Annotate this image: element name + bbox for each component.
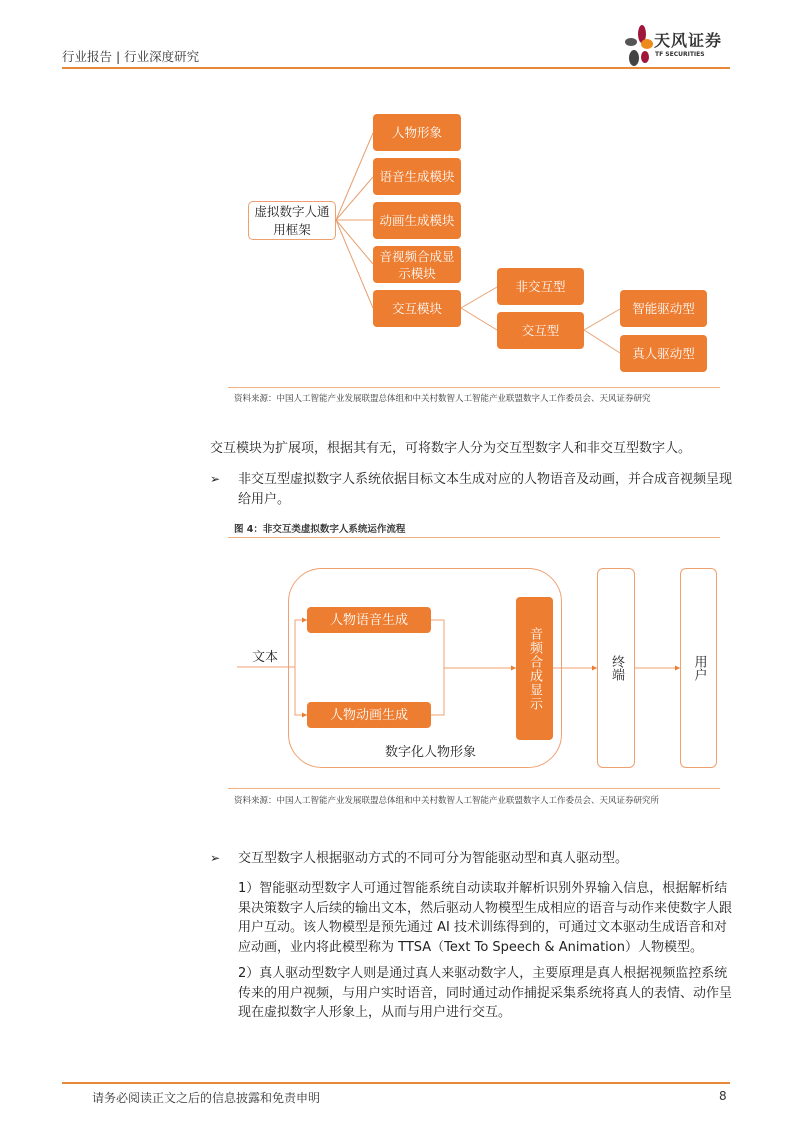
group-label: 数字化人物形象 [385, 745, 477, 760]
footer-disclaimer: 请务必阅读正文之后的信息披露和免责申明 [92, 1091, 321, 1105]
speech-generation-node: 人物语音生成 [307, 607, 431, 633]
intro-paragraph: 交互模块为扩展项，根据其有无，可将数字人分为交互型数字人和非交互型数字人。 [210, 441, 692, 456]
module-node: 人物形象 [373, 114, 461, 151]
module-node: 动画生成模块 [373, 202, 461, 239]
bullet-paragraph: 非交互型虚拟数字人系统依据目标文本生成对应的人物语音及动画，并合成音视频呈现给用户。 [238, 472, 733, 507]
footer-divider [62, 1082, 730, 1084]
module-node: 交互模块 [373, 290, 461, 327]
bullet-paragraph: 交互型数字人根据驱动方式的不同可分为智能驱动型和真人驱动型。 [238, 851, 629, 866]
page-number: 8 [719, 1089, 727, 1103]
interaction-type-node: 非交互型 [497, 268, 584, 305]
logo-subtext: TF SECURITIES [655, 51, 705, 58]
figure-caption: 图 4：非交互类虚拟数字人系统运作流程 [234, 524, 406, 535]
animation-generation-node: 人物动画生成 [307, 702, 431, 728]
module-node: 音视频合成显示模块 [373, 246, 461, 283]
drive-type-node: 智能驱动型 [620, 290, 707, 327]
diagram1-source: 资料来源：中国人工智能产业发展联盟总体组和中关村数智人工智能产业联盟数字人工作委员会、天风证券研究 [234, 394, 651, 404]
intelligent-drive-paragraph: 1）智能驱动型数字人可通过智能系统自动读取并解析识别外界输入信息，根据解析结果决策数字人后续的输出文本，然后驱动人物模型生成相应的语音与动作来使数字人跟用户互动。该人物模型是预先通过 AI 技术训练得到的，可通过文本驱动生成语音和对应动画，业内将此模型称为 TTSA（Text To Speech & Animation）人物模型。 [238, 881, 733, 955]
interaction-type-node: 交互型 [497, 312, 584, 349]
compose-display-node: 音频合成显示 [516, 597, 553, 740]
figure4-source: 资料来源：中国人工智能产业发展联盟总体组和中关村数智人工智能产业联盟数字人工作委员会、天风证券研究所 [234, 796, 660, 806]
terminal-node: 终端 [597, 568, 635, 768]
bullet-icon: ➢ [210, 472, 221, 486]
source-divider [228, 788, 720, 789]
module-node: 语音生成模块 [373, 158, 461, 195]
input-text-label: 文本 [252, 650, 279, 665]
user-node: 用户 [680, 568, 717, 768]
human-drive-paragraph: 2）真人驱动型数字人则是通过真人来驱动数字人，主要原理是真人根据视频监控系统传来的用户视频，与用户实时语音，同时通过动作捕捉采集系统将真人的表情、动作呈现在虚拟数字人形象上，从而与用户进行交互。 [238, 966, 733, 1020]
header-title: 行业报告 | 行业深度研究 [62, 49, 200, 64]
drive-type-node: 真人驱动型 [620, 335, 707, 372]
logo-text: 天风证券 [654, 31, 723, 50]
framework-root-node: 虚拟数字人通用框架 [248, 201, 336, 240]
bullet-icon: ➢ [210, 851, 221, 865]
